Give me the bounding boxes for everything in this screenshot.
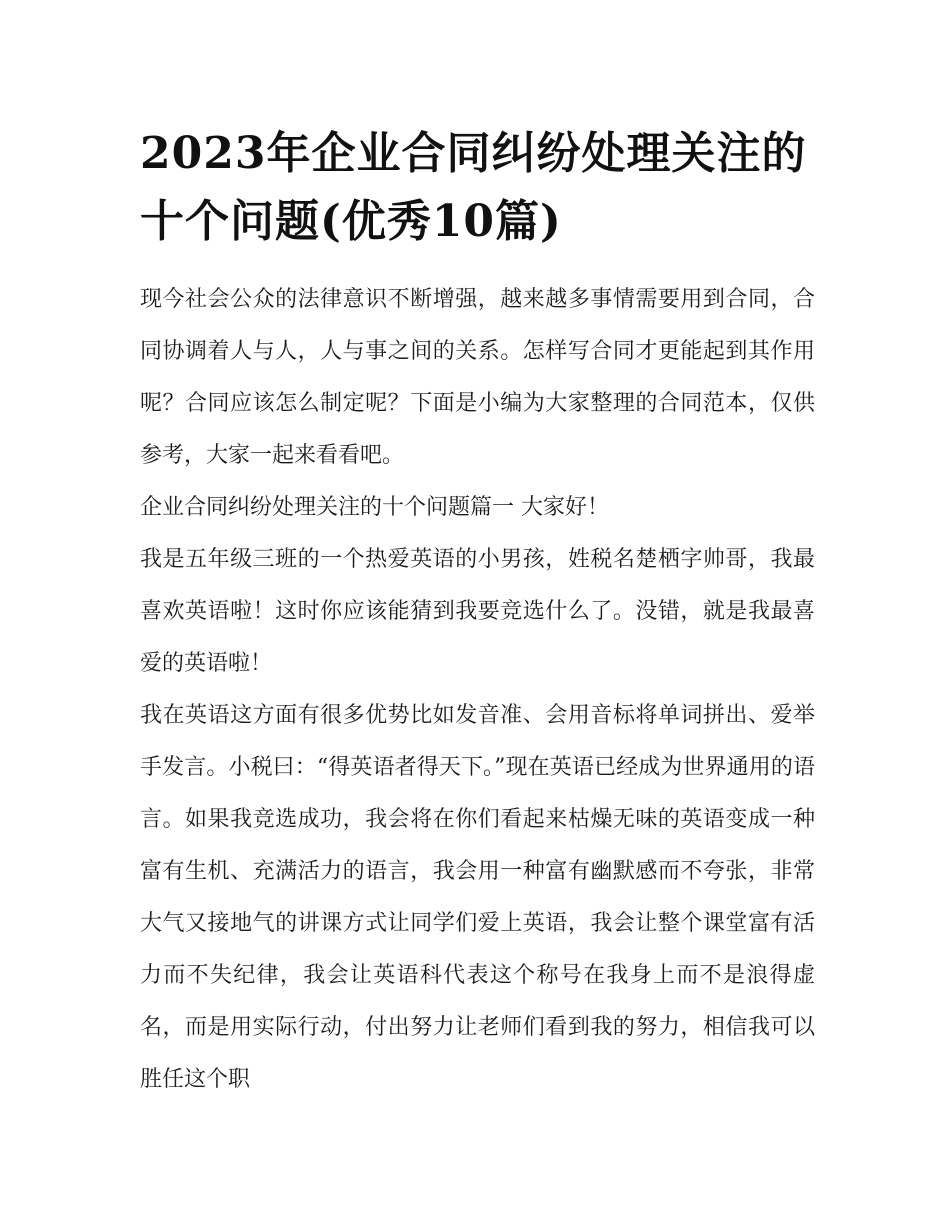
paragraph-advantages: 我在英语这方面有很多优势比如发音准、会用音标将单词拼出、爱举手发言。小税曰：“得英语者得天下。”现在英语已经成为世界通用的语言。如果我竞选成功，我会将在你们看起来枯燥无味的英语变成一种富有生机、充满活力的语言，我会用一种富有幽默感而不夸张，非常大气又接地气的讲课方式让同学们爱上英语，我会让整个课堂富有活力而不失纪律，我会让英语科代表这个称号在我身上而不是浪得虚名，而是用实际行动，付出努力让老师们看到我的努力，相信我可以胜任这个职 — [140, 703, 815, 1092]
document-page — [140, 120, 815, 1106]
paragraph-section-heading: 企业合同纠纷处理关注的十个问题篇一 大家好！ — [140, 495, 609, 520]
document-body — [140, 274, 815, 1106]
paragraph-intro: 现今社会公众的法律意识不断增强，越来越多事情需要用到合同，合同协调着人与人，人与事之间的关系。怎样写合同才更能起到其作用呢？合同应该怎么制定呢？下面是小编为大家整理的合同范本，仅供参考，大家一起来看看吧。 — [140, 287, 815, 468]
document-title: 2023年企业合同纠纷处理关注的十个问题(优秀10篇) — [140, 128, 807, 247]
paragraph-self-intro: 我是五年级三班的一个热爱英语的小男孩，姓税名楚栖字帅哥，我最喜欢英语啦！这时你应该能猜到我要竞选什么了。没错，就是我最喜爱的英语啦！ — [140, 547, 815, 676]
